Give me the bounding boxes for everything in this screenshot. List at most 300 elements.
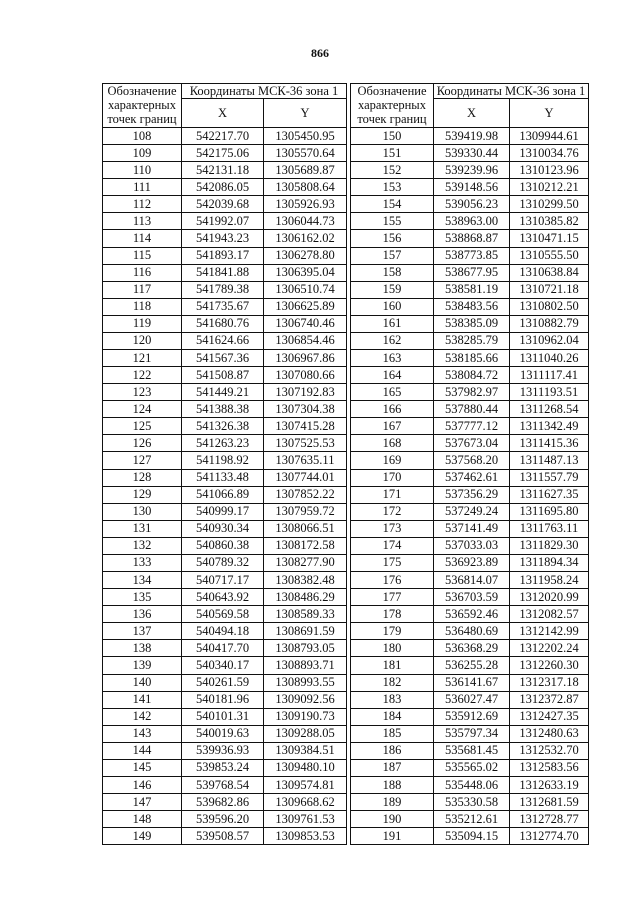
point-id-cell: 113 — [103, 213, 182, 230]
table-row — [351, 759, 589, 776]
table-row — [351, 247, 589, 264]
y-coordinate-cell: 1312774.70 — [510, 828, 589, 845]
x-coordinate-cell: 540930.34 — [182, 520, 264, 537]
x-coordinate-cell: 537141.49 — [434, 520, 510, 537]
point-id-cell: 168 — [351, 435, 434, 452]
point-id-cell: 140 — [103, 674, 182, 691]
point-id-cell: 160 — [351, 298, 434, 315]
point-id-cell: 131 — [103, 520, 182, 537]
y-coordinate-cell: 1306967.86 — [264, 350, 347, 367]
table-row — [351, 776, 589, 793]
table-row — [103, 520, 347, 537]
y-coordinate-cell: 1308382.48 — [264, 572, 347, 589]
point-id-cell: 118 — [103, 298, 182, 315]
y-coordinate-cell: 1309853.53 — [264, 828, 347, 845]
x-coordinate-cell: 537880.44 — [434, 401, 510, 418]
table-row — [351, 589, 589, 606]
table-row — [351, 623, 589, 640]
point-id-cell: 123 — [103, 384, 182, 401]
table-row — [103, 589, 347, 606]
y-coordinate-cell: 1309761.53 — [264, 811, 347, 828]
table-row — [103, 298, 347, 315]
y-coordinate-cell: 1312260.30 — [510, 657, 589, 674]
x-coordinate-cell: 535565.02 — [434, 759, 510, 776]
table-row — [351, 128, 589, 145]
y-coordinate-cell: 1305570.64 — [264, 145, 347, 162]
point-id-cell: 115 — [103, 247, 182, 264]
table-row — [351, 315, 589, 332]
point-id-cell: 145 — [103, 759, 182, 776]
table-row — [351, 418, 589, 435]
point-id-cell: 152 — [351, 162, 434, 179]
y-coordinate-cell: 1306740.46 — [264, 315, 347, 332]
y-coordinate-cell: 1311117.41 — [510, 367, 589, 384]
x-coordinate-cell: 541388.38 — [182, 401, 264, 418]
point-id-cell: 139 — [103, 657, 182, 674]
x-coordinate-cell: 537356.29 — [434, 486, 510, 503]
y-coordinate-cell: 1312583.56 — [510, 759, 589, 776]
x-coordinate-cell: 539056.23 — [434, 196, 510, 213]
header-coord-system: Координаты МСК-36 зона 1 — [182, 84, 347, 99]
x-coordinate-cell: 541680.76 — [182, 315, 264, 332]
table-row — [351, 350, 589, 367]
y-coordinate-cell: 1308589.33 — [264, 606, 347, 623]
x-coordinate-cell: 538385.09 — [434, 315, 510, 332]
y-coordinate-cell: 1310555.50 — [510, 247, 589, 264]
table-row — [103, 179, 347, 196]
point-id-cell: 126 — [103, 435, 182, 452]
x-coordinate-cell: 541198.92 — [182, 452, 264, 469]
x-coordinate-cell: 541789.38 — [182, 281, 264, 298]
point-id-cell: 128 — [103, 469, 182, 486]
point-id-cell: 183 — [351, 691, 434, 708]
table-row — [103, 554, 347, 571]
y-coordinate-cell: 1309480.10 — [264, 759, 347, 776]
point-id-cell: 173 — [351, 520, 434, 537]
y-coordinate-cell: 1310962.04 — [510, 332, 589, 349]
table-row — [351, 332, 589, 349]
x-coordinate-cell: 541567.36 — [182, 350, 264, 367]
x-coordinate-cell: 542086.05 — [182, 179, 264, 196]
point-id-cell: 147 — [103, 794, 182, 811]
table-row — [103, 759, 347, 776]
y-coordinate-cell: 1312427.35 — [510, 708, 589, 725]
x-coordinate-cell: 536814.07 — [434, 572, 510, 589]
x-coordinate-cell: 541508.87 — [182, 367, 264, 384]
table-row — [103, 401, 347, 418]
point-id-cell: 119 — [103, 315, 182, 332]
table-row — [103, 606, 347, 623]
y-coordinate-cell: 1312480.63 — [510, 725, 589, 742]
point-id-cell: 117 — [103, 281, 182, 298]
point-id-cell: 178 — [351, 606, 434, 623]
x-coordinate-cell: 539508.57 — [182, 828, 264, 845]
y-coordinate-cell: 1306162.02 — [264, 230, 347, 247]
table-row — [103, 367, 347, 384]
y-coordinate-cell: 1311040.26 — [510, 350, 589, 367]
y-coordinate-cell: 1308277.90 — [264, 554, 347, 571]
y-coordinate-cell: 1311342.49 — [510, 418, 589, 435]
table-row — [351, 674, 589, 691]
point-id-cell: 169 — [351, 452, 434, 469]
x-coordinate-cell: 538677.95 — [434, 264, 510, 281]
y-coordinate-cell: 1312532.70 — [510, 742, 589, 759]
point-id-cell: 143 — [103, 725, 182, 742]
y-coordinate-cell: 1308893.71 — [264, 657, 347, 674]
point-id-cell: 163 — [351, 350, 434, 367]
x-coordinate-cell: 541943.23 — [182, 230, 264, 247]
header-point-label: Обозначение характерных точек границ — [103, 84, 182, 128]
y-coordinate-cell: 1309944.61 — [510, 128, 589, 145]
x-coordinate-cell: 540019.63 — [182, 725, 264, 742]
x-coordinate-cell: 541066.89 — [182, 486, 264, 503]
table-row — [103, 486, 347, 503]
x-coordinate-cell: 541624.66 — [182, 332, 264, 349]
y-coordinate-cell: 1308691.59 — [264, 623, 347, 640]
y-coordinate-cell: 1308066.51 — [264, 520, 347, 537]
table-row — [351, 264, 589, 281]
point-id-cell: 182 — [351, 674, 434, 691]
table-row — [103, 332, 347, 349]
y-coordinate-cell: 1310123.96 — [510, 162, 589, 179]
table-row — [103, 264, 347, 281]
table-row — [351, 725, 589, 742]
y-coordinate-cell: 1310212.21 — [510, 179, 589, 196]
table-row — [351, 828, 589, 845]
x-coordinate-cell: 540101.31 — [182, 708, 264, 725]
y-coordinate-cell: 1305926.93 — [264, 196, 347, 213]
table-row — [103, 196, 347, 213]
x-coordinate-cell: 537568.20 — [434, 452, 510, 469]
table-row — [103, 350, 347, 367]
x-coordinate-cell: 540789.32 — [182, 554, 264, 571]
table-row — [103, 315, 347, 332]
table-row — [351, 384, 589, 401]
x-coordinate-cell: 542175.06 — [182, 145, 264, 162]
x-coordinate-cell: 536703.59 — [434, 589, 510, 606]
y-coordinate-cell: 1310638.84 — [510, 264, 589, 281]
x-coordinate-cell: 537982.97 — [434, 384, 510, 401]
table-row — [351, 640, 589, 657]
point-id-cell: 116 — [103, 264, 182, 281]
y-coordinate-cell: 1311958.24 — [510, 572, 589, 589]
x-coordinate-cell: 537033.03 — [434, 537, 510, 554]
y-coordinate-cell: 1311763.11 — [510, 520, 589, 537]
table-row — [103, 384, 347, 401]
point-id-cell: 120 — [103, 332, 182, 349]
table-row — [351, 162, 589, 179]
table-row — [103, 725, 347, 742]
table-row — [351, 145, 589, 162]
y-coordinate-cell: 1312082.57 — [510, 606, 589, 623]
y-coordinate-cell: 1307304.38 — [264, 401, 347, 418]
point-id-cell: 130 — [103, 503, 182, 520]
table-row — [103, 145, 347, 162]
point-id-cell: 177 — [351, 589, 434, 606]
point-id-cell: 185 — [351, 725, 434, 742]
point-id-cell: 188 — [351, 776, 434, 793]
point-id-cell: 184 — [351, 708, 434, 725]
table-row — [103, 281, 347, 298]
table-row — [351, 794, 589, 811]
point-id-cell: 179 — [351, 623, 434, 640]
table-row — [351, 435, 589, 452]
y-coordinate-cell: 1310802.50 — [510, 298, 589, 315]
point-id-cell: 114 — [103, 230, 182, 247]
x-coordinate-cell: 541449.21 — [182, 384, 264, 401]
point-id-cell: 146 — [103, 776, 182, 793]
x-coordinate-cell: 538185.66 — [434, 350, 510, 367]
y-coordinate-cell: 1307959.72 — [264, 503, 347, 520]
table-body-right — [351, 128, 589, 845]
table-row — [103, 230, 347, 247]
x-coordinate-cell: 542217.70 — [182, 128, 264, 145]
y-coordinate-cell: 1310882.79 — [510, 315, 589, 332]
table-row — [103, 776, 347, 793]
header-x: X — [182, 99, 264, 128]
y-coordinate-cell: 1307744.01 — [264, 469, 347, 486]
point-id-cell: 161 — [351, 315, 434, 332]
y-coordinate-cell: 1309288.05 — [264, 725, 347, 742]
table-row — [351, 367, 589, 384]
point-id-cell: 175 — [351, 554, 434, 571]
x-coordinate-cell: 535330.58 — [434, 794, 510, 811]
point-id-cell: 134 — [103, 572, 182, 589]
y-coordinate-cell: 1311695.80 — [510, 503, 589, 520]
y-coordinate-cell: 1306395.04 — [264, 264, 347, 281]
table-row — [351, 811, 589, 828]
x-coordinate-cell: 540417.70 — [182, 640, 264, 657]
y-coordinate-cell: 1309190.73 — [264, 708, 347, 725]
point-id-cell: 174 — [351, 537, 434, 554]
x-coordinate-cell: 537777.12 — [434, 418, 510, 435]
point-id-cell: 151 — [351, 145, 434, 162]
x-coordinate-cell: 539239.96 — [434, 162, 510, 179]
x-coordinate-cell: 542131.18 — [182, 162, 264, 179]
x-coordinate-cell: 535094.15 — [434, 828, 510, 845]
x-coordinate-cell: 541263.23 — [182, 435, 264, 452]
y-coordinate-cell: 1309668.62 — [264, 794, 347, 811]
table-row — [351, 213, 589, 230]
point-id-cell: 148 — [103, 811, 182, 828]
x-coordinate-cell: 539330.44 — [434, 145, 510, 162]
x-coordinate-cell: 541841.88 — [182, 264, 264, 281]
y-coordinate-cell: 1311829.30 — [510, 537, 589, 554]
point-id-cell: 111 — [103, 179, 182, 196]
x-coordinate-cell: 541326.38 — [182, 418, 264, 435]
point-id-cell: 158 — [351, 264, 434, 281]
x-coordinate-cell: 541893.17 — [182, 247, 264, 264]
x-coordinate-cell: 541735.67 — [182, 298, 264, 315]
table-row — [103, 640, 347, 657]
table-row — [351, 452, 589, 469]
table-row — [351, 179, 589, 196]
x-coordinate-cell: 539682.86 — [182, 794, 264, 811]
table-row — [103, 811, 347, 828]
point-id-cell: 124 — [103, 401, 182, 418]
point-id-cell: 121 — [103, 350, 182, 367]
point-id-cell: 142 — [103, 708, 182, 725]
x-coordinate-cell: 535448.06 — [434, 776, 510, 793]
y-coordinate-cell: 1311557.79 — [510, 469, 589, 486]
x-coordinate-cell: 539148.56 — [434, 179, 510, 196]
point-id-cell: 187 — [351, 759, 434, 776]
x-coordinate-cell: 540569.58 — [182, 606, 264, 623]
y-coordinate-cell: 1312202.24 — [510, 640, 589, 657]
y-coordinate-cell: 1308172.58 — [264, 537, 347, 554]
y-coordinate-cell: 1306510.74 — [264, 281, 347, 298]
point-id-cell: 141 — [103, 691, 182, 708]
point-id-cell: 156 — [351, 230, 434, 247]
x-coordinate-cell: 536592.46 — [434, 606, 510, 623]
table-row — [103, 452, 347, 469]
y-coordinate-cell: 1312142.99 — [510, 623, 589, 640]
point-id-cell: 153 — [351, 179, 434, 196]
table-row — [103, 503, 347, 520]
point-id-cell: 180 — [351, 640, 434, 657]
point-id-cell: 162 — [351, 332, 434, 349]
point-id-cell: 172 — [351, 503, 434, 520]
x-coordinate-cell: 538868.87 — [434, 230, 510, 247]
table-row — [103, 247, 347, 264]
point-id-cell: 125 — [103, 418, 182, 435]
y-coordinate-cell: 1312317.18 — [510, 674, 589, 691]
point-id-cell: 181 — [351, 657, 434, 674]
table-row — [103, 213, 347, 230]
x-coordinate-cell: 536027.47 — [434, 691, 510, 708]
table-row — [103, 794, 347, 811]
y-coordinate-cell: 1312633.19 — [510, 776, 589, 793]
x-coordinate-cell: 536480.69 — [434, 623, 510, 640]
y-coordinate-cell: 1312681.59 — [510, 794, 589, 811]
point-id-cell: 167 — [351, 418, 434, 435]
table-row — [351, 537, 589, 554]
table-row — [351, 469, 589, 486]
point-id-cell: 190 — [351, 811, 434, 828]
table-row — [103, 674, 347, 691]
table-row — [351, 554, 589, 571]
table-row — [351, 298, 589, 315]
x-coordinate-cell: 535212.61 — [434, 811, 510, 828]
y-coordinate-cell: 1311193.51 — [510, 384, 589, 401]
point-id-cell: 144 — [103, 742, 182, 759]
y-coordinate-cell: 1307415.28 — [264, 418, 347, 435]
point-id-cell: 112 — [103, 196, 182, 213]
y-coordinate-cell: 1312020.99 — [510, 589, 589, 606]
x-coordinate-cell: 536368.29 — [434, 640, 510, 657]
table-row — [351, 503, 589, 520]
point-id-cell: 108 — [103, 128, 182, 145]
y-coordinate-cell: 1306625.89 — [264, 298, 347, 315]
y-coordinate-cell: 1307192.83 — [264, 384, 347, 401]
y-coordinate-cell: 1309384.51 — [264, 742, 347, 759]
table-row — [351, 486, 589, 503]
table-row — [351, 657, 589, 674]
coordinates-table-right — [350, 83, 589, 845]
point-id-cell: 136 — [103, 606, 182, 623]
x-coordinate-cell: 541992.07 — [182, 213, 264, 230]
y-coordinate-cell: 1305450.95 — [264, 128, 347, 145]
x-coordinate-cell: 536141.67 — [434, 674, 510, 691]
table-row — [351, 281, 589, 298]
point-id-cell: 191 — [351, 828, 434, 845]
point-id-cell: 166 — [351, 401, 434, 418]
y-coordinate-cell: 1310385.82 — [510, 213, 589, 230]
x-coordinate-cell: 538773.85 — [434, 247, 510, 264]
point-id-cell: 155 — [351, 213, 434, 230]
table-row — [103, 435, 347, 452]
x-coordinate-cell: 540340.17 — [182, 657, 264, 674]
x-coordinate-cell: 540717.17 — [182, 572, 264, 589]
table-row — [351, 401, 589, 418]
point-id-cell: 176 — [351, 572, 434, 589]
x-coordinate-cell: 540181.96 — [182, 691, 264, 708]
point-id-cell: 135 — [103, 589, 182, 606]
x-coordinate-cell: 541133.48 — [182, 469, 264, 486]
table-row — [103, 418, 347, 435]
x-coordinate-cell: 537673.04 — [434, 435, 510, 452]
point-id-cell: 137 — [103, 623, 182, 640]
y-coordinate-cell: 1310721.18 — [510, 281, 589, 298]
y-coordinate-cell: 1311415.36 — [510, 435, 589, 452]
x-coordinate-cell: 539419.98 — [434, 128, 510, 145]
table-row — [351, 520, 589, 537]
x-coordinate-cell: 535681.45 — [434, 742, 510, 759]
x-coordinate-cell: 535797.34 — [434, 725, 510, 742]
y-coordinate-cell: 1308993.55 — [264, 674, 347, 691]
table-row — [351, 196, 589, 213]
y-coordinate-cell: 1311268.54 — [510, 401, 589, 418]
table-row — [103, 828, 347, 845]
table-row — [103, 691, 347, 708]
point-id-cell: 133 — [103, 554, 182, 571]
y-coordinate-cell: 1305808.64 — [264, 179, 347, 196]
point-id-cell: 122 — [103, 367, 182, 384]
point-id-cell: 132 — [103, 537, 182, 554]
y-coordinate-cell: 1306854.46 — [264, 332, 347, 349]
table-row — [351, 691, 589, 708]
table-row — [103, 742, 347, 759]
y-coordinate-cell: 1308486.29 — [264, 589, 347, 606]
table-row — [351, 230, 589, 247]
point-id-cell: 165 — [351, 384, 434, 401]
y-coordinate-cell: 1309574.81 — [264, 776, 347, 793]
point-id-cell: 149 — [103, 828, 182, 845]
header-x: X — [434, 99, 510, 128]
table-row — [103, 572, 347, 589]
point-id-cell: 110 — [103, 162, 182, 179]
x-coordinate-cell: 540860.38 — [182, 537, 264, 554]
y-coordinate-cell: 1310471.15 — [510, 230, 589, 247]
coordinates-table-left — [102, 83, 347, 845]
point-id-cell: 127 — [103, 452, 182, 469]
y-coordinate-cell: 1307635.11 — [264, 452, 347, 469]
y-coordinate-cell: 1310299.50 — [510, 196, 589, 213]
y-coordinate-cell: 1310034.76 — [510, 145, 589, 162]
x-coordinate-cell: 540643.92 — [182, 589, 264, 606]
x-coordinate-cell: 539853.24 — [182, 759, 264, 776]
y-coordinate-cell: 1307852.22 — [264, 486, 347, 503]
point-id-cell: 170 — [351, 469, 434, 486]
point-id-cell: 186 — [351, 742, 434, 759]
header-y: Y — [264, 99, 347, 128]
table-body-left — [103, 128, 347, 845]
header-point-label: Обозначение характерных точек границ — [351, 84, 434, 128]
y-coordinate-cell: 1307525.53 — [264, 435, 347, 452]
x-coordinate-cell: 539768.54 — [182, 776, 264, 793]
y-coordinate-cell: 1306044.73 — [264, 213, 347, 230]
x-coordinate-cell: 538483.56 — [434, 298, 510, 315]
